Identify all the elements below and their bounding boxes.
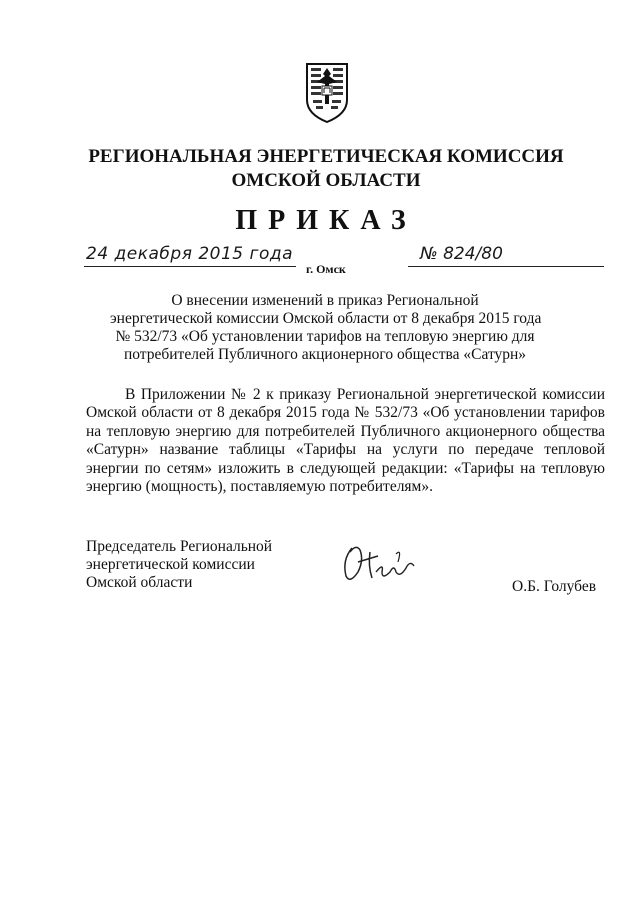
- document-type-title: ПРИКАЗ: [235, 205, 417, 236]
- subject-block: [110, 292, 540, 364]
- number-underline: [408, 266, 604, 267]
- position-line: Председатель Региональной: [86, 538, 273, 555]
- handwritten-order-number: № 824/80: [420, 244, 503, 264]
- handwritten-signature-icon: [338, 542, 424, 586]
- organization-name-line1: РЕГИОНАЛЬНАЯ ЭНЕРГЕТИЧЕСКАЯ КОМИССИЯ: [88, 146, 564, 167]
- subject-line: О внесении изменений в приказ Региональной: [171, 292, 479, 309]
- date-underline: [84, 266, 296, 267]
- handwritten-date: 24 декабря 2015 года: [86, 244, 294, 264]
- city-label: г. Омск: [306, 262, 346, 276]
- organization-name-line2: ОМСКОЙ ОБЛАСТИ: [231, 170, 421, 191]
- subject-line: потребителей Публичного акционерного общества «Сатурн»: [123, 346, 527, 363]
- coat-of-arms-icon: [303, 60, 351, 124]
- signatory-position: [86, 538, 272, 592]
- subject-line: энергетической комиссии Омской области от 8 декабря 2015 года: [110, 310, 542, 327]
- position-line: энергетической комиссии: [86, 556, 255, 573]
- body-paragraph: В Приложении № 2 к приказу Региональной энергетической комиссии Омской области от 8 декабря 2015 года № 532/73 «Об установлении тарифов на тепловую энергию для потребителей Публичного акционерного общества «Сатурн» название таблицы «Тарифы на услуги по передаче тепловой энергии по сетям» изложить в следующей редакции: «Тарифы на тепловую энергию (мощность), поставляемую потребителям».: [86, 386, 605, 496]
- position-line: Омской области: [86, 574, 193, 591]
- signatory-name: О.Б. Голубев: [512, 578, 597, 595]
- subject-line: № 532/73 «Об установлении тарифов на тепловую энергию для: [115, 328, 535, 345]
